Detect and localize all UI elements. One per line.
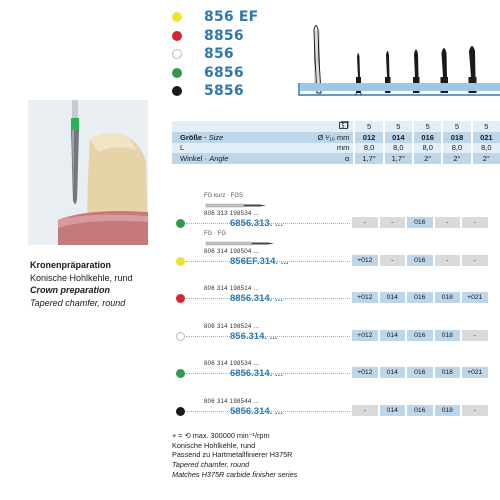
angle-label: Winkel: [180, 154, 203, 164]
angle-value: 2°: [414, 153, 441, 164]
color-ring-icon: [176, 294, 185, 303]
availability-cell: 014: [380, 405, 406, 416]
crown-preparation-photo: [28, 100, 148, 245]
availability-cell: +012: [352, 255, 378, 266]
angle-unit: α: [285, 153, 353, 164]
availability-cell: 016: [407, 292, 433, 303]
availability-cell: -: [435, 255, 461, 266]
color-ring-icon: [172, 12, 182, 22]
ref-number: 806 314 198504 ...: [204, 247, 260, 255]
product-row: [172, 381, 500, 419]
series-code: 856: [204, 46, 234, 63]
ref-number: 806 313 198534 ...: [204, 210, 260, 217]
pack-value: 5: [443, 121, 470, 132]
shank-icon: [200, 235, 280, 249]
pack-value: 5: [355, 121, 382, 132]
angle-row: Winkel · Angle α 1,7° 1,7° 2° 2° 2°: [172, 153, 500, 164]
note-line-2: Passend zu Hartmetallfinierer H375R: [172, 450, 293, 460]
availability-cell: 018: [435, 330, 461, 341]
length-label: L: [172, 143, 285, 154]
angle-value: 2°: [443, 153, 470, 164]
color-ring-icon: [172, 68, 182, 78]
pack-value: 5: [414, 121, 441, 132]
availability-cell: 014: [380, 330, 406, 341]
color-ring-icon: [176, 219, 185, 228]
ref-number: 806 314 198544 ...: [204, 397, 260, 405]
product-code-suffix: .313. ...: [251, 218, 283, 229]
product-code-main: 6856: [230, 368, 252, 379]
ref-number: 806 314 198534 ...: [204, 360, 260, 367]
color-ring-icon: [172, 31, 182, 41]
series-code: 5856: [204, 83, 244, 100]
size-label-en: Size: [208, 132, 224, 142]
color-ring-icon: [172, 86, 182, 96]
angle-value: 1,7°: [355, 153, 382, 164]
availability-cell: 016: [407, 405, 433, 416]
pack-row: [172, 121, 500, 132]
availability-cell: -: [462, 217, 488, 228]
product-list: [172, 193, 500, 418]
length-value: 8,0: [385, 143, 412, 154]
product-row: [172, 231, 500, 269]
title-de: Kronenpräparation: [30, 260, 112, 270]
pack-value: 5: [473, 121, 500, 132]
subtitle-de: Konische Hohlkehle, rund: [30, 272, 133, 283]
availability-cell: -: [352, 405, 378, 416]
product-row: [172, 343, 500, 381]
size-label: Größe: [180, 132, 203, 142]
series-legend: [172, 8, 302, 101]
color-ring-icon: [172, 49, 182, 59]
color-ring-icon: [176, 257, 185, 266]
availability-cell: -: [380, 217, 406, 228]
series-item: [172, 45, 302, 64]
availability-cell: 016: [407, 217, 433, 228]
size-unit: Ø ¹⁄₁₀ mm: [285, 132, 353, 143]
product-code-suffix: .314. ...: [251, 293, 283, 304]
product-code-main: 856EF: [230, 255, 257, 267]
shank-type-label: FG · FG: [204, 230, 226, 237]
product-code: [230, 218, 283, 229]
availability-cell: -: [462, 330, 488, 341]
length-unit: mm: [285, 143, 353, 154]
pack-icon: [285, 121, 353, 132]
ref-number: 806 314 198514 ...: [204, 285, 260, 292]
availability-cells: [352, 405, 490, 416]
product-code-main: 856: [230, 330, 246, 342]
angle-value: 2°: [473, 153, 500, 164]
availability-cell: 016: [407, 255, 433, 266]
product-row: [172, 268, 500, 306]
series-item: [172, 82, 302, 101]
product-code-suffix: .314. ...: [251, 405, 283, 417]
availability-cell: -: [462, 255, 488, 266]
product-row: [172, 306, 500, 344]
availability-cell: 018: [435, 367, 461, 378]
availability-cell: 018: [435, 292, 461, 303]
availability-cell: -: [380, 255, 406, 266]
availability-cell: +012: [352, 367, 378, 378]
length-value: 8,0: [473, 143, 500, 154]
angle-label-en: Angle: [209, 154, 229, 164]
header-band: [300, 83, 500, 91]
title-en: Crown preparation: [30, 285, 111, 295]
product-code-main: 6856: [230, 218, 252, 229]
availability-cells: [352, 367, 490, 378]
series-code: 856 EF: [204, 9, 259, 26]
product-description: [30, 259, 175, 309]
availability-cell: +012: [352, 330, 378, 341]
availability-cell: -: [435, 217, 461, 228]
shank-icon: [200, 197, 280, 211]
product-code-main: 8856: [230, 293, 252, 304]
availability-cell: +012: [352, 292, 378, 303]
series-code: 6856: [204, 64, 244, 81]
product-code: [230, 406, 283, 417]
availability-cell: 018: [435, 405, 461, 416]
size-value: 012: [355, 132, 382, 143]
series-code: 8856: [204, 27, 244, 44]
availability-cell: +021: [462, 367, 488, 378]
product-code-main: 5856: [230, 405, 252, 417]
availability-cell: 014: [380, 367, 406, 378]
availability-cells: [352, 330, 490, 341]
product-code: [230, 368, 283, 379]
series-item: [172, 64, 302, 83]
length-value: 8,0: [355, 143, 382, 154]
size-value: 016: [414, 132, 441, 143]
note-line-1: Konische Hohlkehle, rund: [172, 440, 256, 450]
product-code: [230, 331, 278, 342]
note-line-3: Tapered chamfer, round: [172, 460, 250, 470]
availability-cells: [352, 292, 490, 303]
size-value: 018: [443, 132, 470, 143]
series-item: [172, 27, 302, 46]
length-value: 8,0: [414, 143, 441, 154]
size-value: 021: [473, 132, 500, 143]
angle-value: 1,7°: [385, 153, 412, 164]
pack-value: 5: [385, 121, 412, 132]
product-code-suffix: .314. ...: [251, 368, 283, 379]
availability-cell: -: [462, 405, 488, 416]
svg-text:5: 5: [341, 123, 346, 130]
series-item: [172, 8, 302, 27]
availability-cell: 014: [380, 292, 406, 303]
color-ring-icon: [176, 369, 185, 378]
availability-cells: [352, 255, 490, 266]
size-row: Größe · Size Ø ¹⁄₁₀ mm 012 014 016 018 021: [172, 132, 500, 143]
product-code-suffix: .314. ...: [245, 330, 278, 342]
availability-cell: +021: [462, 292, 488, 303]
ref-number: 806 314 198524 ...: [204, 322, 260, 330]
product-code: [230, 256, 289, 267]
product-code-suffix: .314. ...: [256, 255, 289, 267]
availability-cell: 016: [407, 330, 433, 341]
color-ring-icon: [176, 407, 185, 416]
availability-cell: 016: [407, 367, 433, 378]
availability-cell: -: [352, 217, 378, 228]
spec-table: [172, 121, 500, 164]
length-row: [172, 143, 500, 154]
color-ring-icon: [176, 332, 185, 341]
size-value: 014: [385, 132, 412, 143]
note-line-4: Matches H375R carbide finisher series: [172, 469, 298, 479]
product-code: [230, 293, 283, 304]
subtitle-en: Tapered chamfer, round: [30, 297, 126, 308]
length-value: 8,0: [443, 143, 470, 154]
availability-cells: [352, 217, 490, 228]
shank-type-label: FG kurz · FGS: [204, 193, 243, 199]
product-row: [172, 193, 500, 231]
speed-note: + = ⟲ max. 300000 min⁻¹/rpm: [172, 431, 270, 440]
footnotes: [172, 431, 472, 480]
